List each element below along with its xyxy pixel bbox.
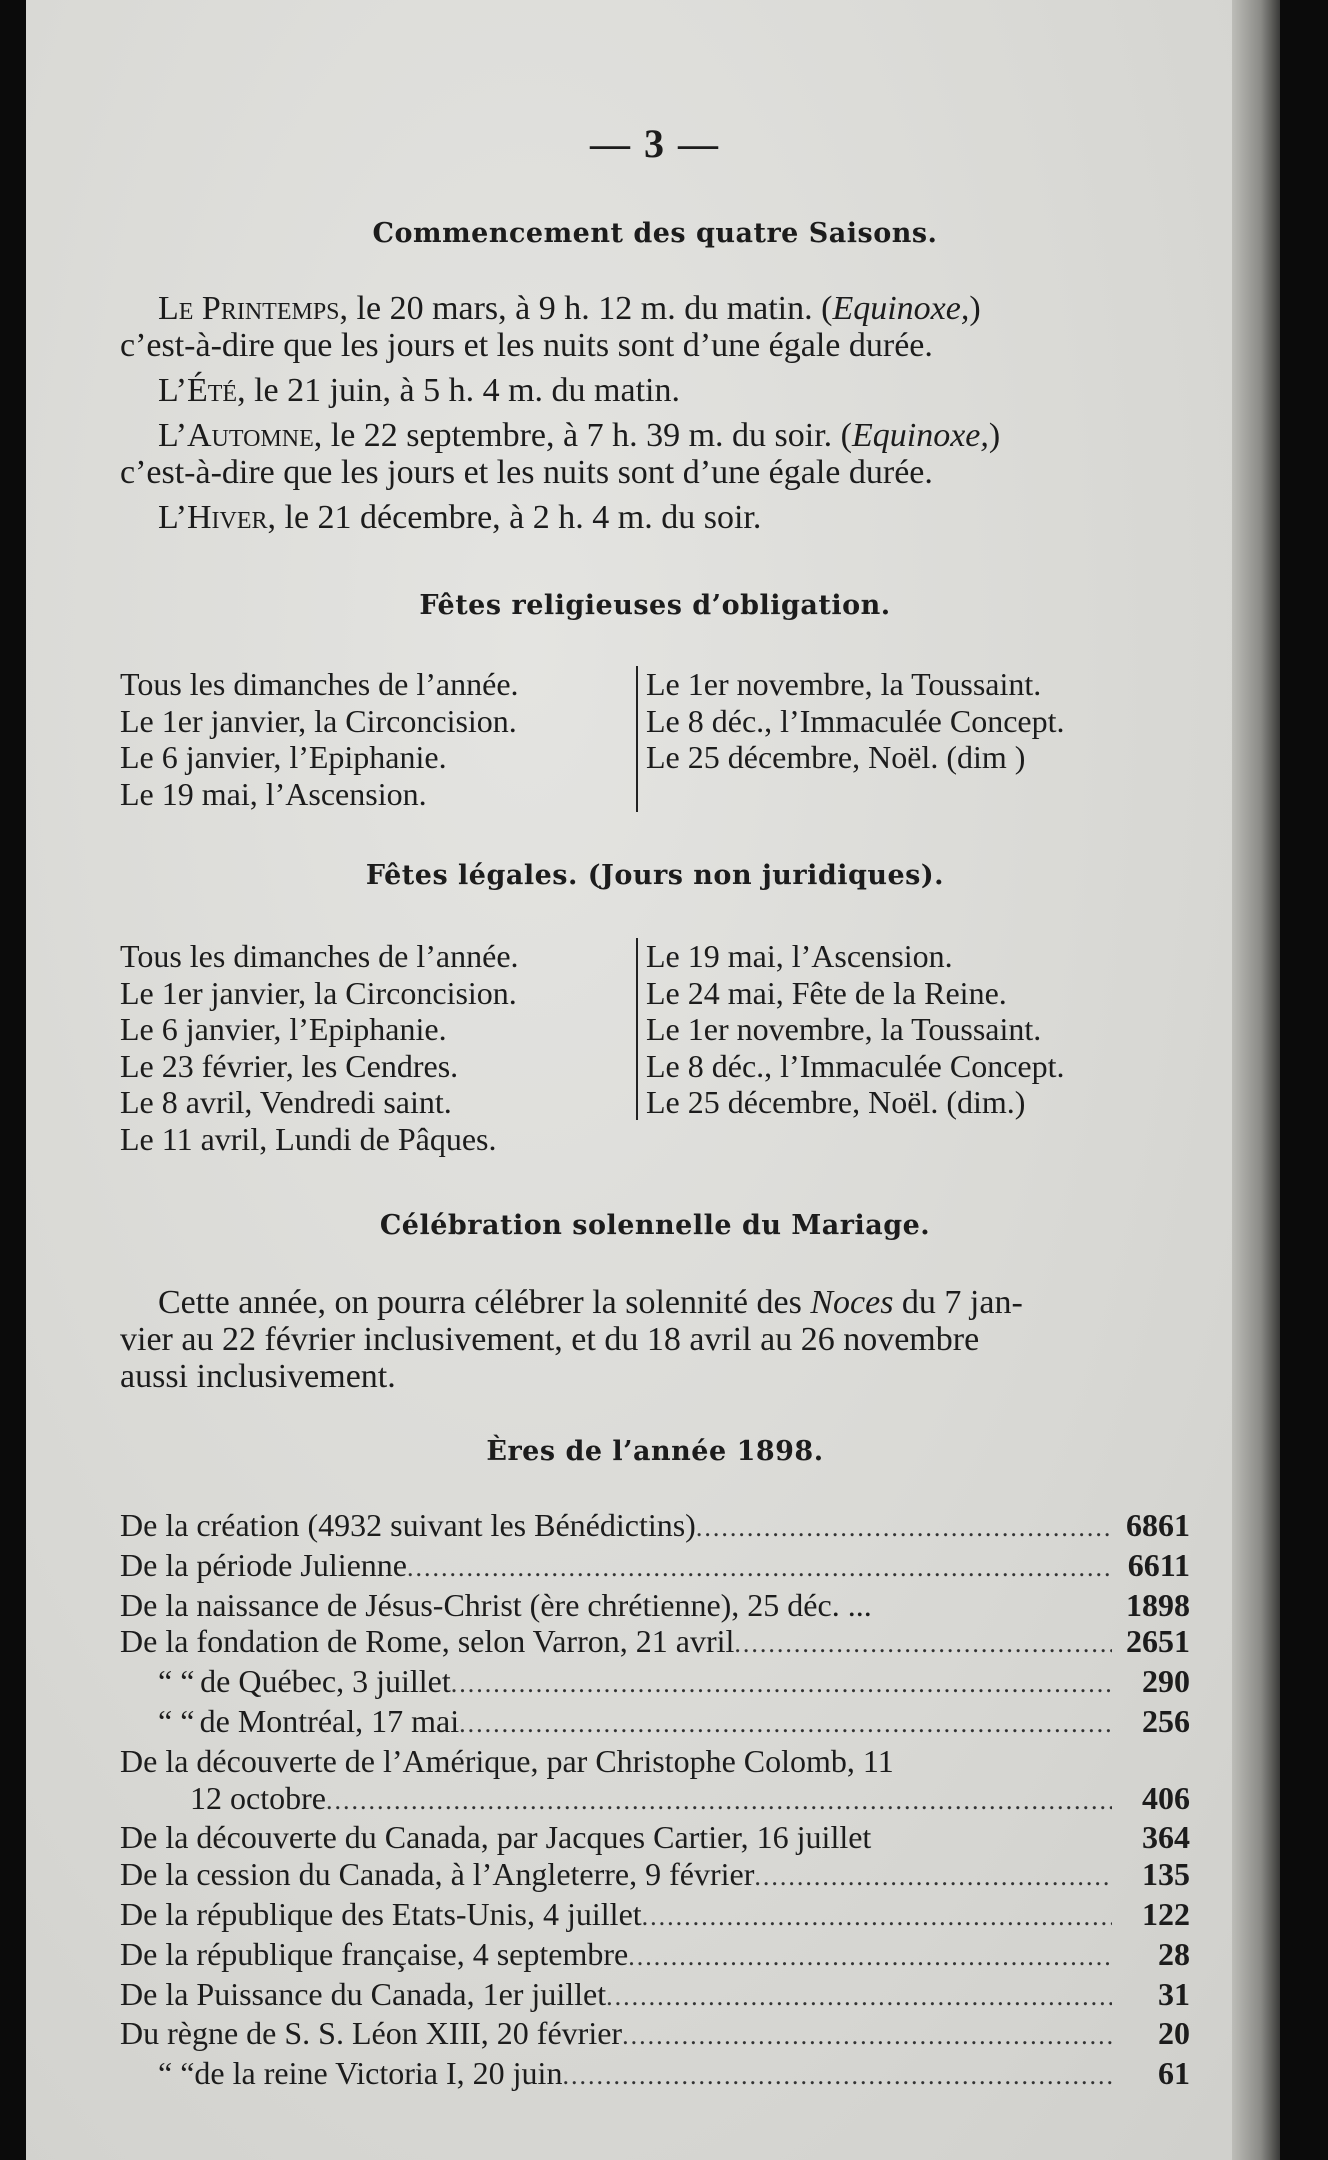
table-row: De la naissance de Jésus-Christ (ère chrétienne), 25 déc. ... 1898	[120, 1586, 1190, 1623]
legal-right-column	[636, 938, 1190, 1120]
summer-entry: L’Été, le 21 juin, à 5 h. 4 m. du matin.	[158, 372, 680, 409]
list-item: Le 1er janvier, la Circoncision.	[120, 974, 517, 1011]
list-item: Le 8 avril, Vendredi saint.	[120, 1084, 452, 1120]
eras-heading: Ères de l’année 1898.	[486, 1436, 824, 1467]
list-item: Tous les dimanches de l’année.	[120, 666, 519, 702]
religious-heading: Fêtes religieuses d’obligation.	[419, 590, 891, 621]
seasons-heading: Commencement des quatre Saisons.	[372, 218, 938, 249]
table-row: De la création (4932 suivant les Bénédictins) ..... 6861	[120, 1507, 1190, 1547]
page-number: — 3 —	[590, 121, 720, 166]
table-row: De la cession du Canada, à l’Angleterre, 9 février ..... 135	[120, 1856, 1190, 1896]
table-row: De la fondation de Rome, selon Varron, 21 avril ..... 2651	[120, 1623, 1190, 1663]
table-row: “ “ de Montréal, 17 mai ..... 256	[120, 1703, 1190, 1743]
table-row: De la république française, 4 septembre ..... 28	[120, 1936, 1190, 1976]
legal-holidays	[120, 938, 1190, 1157]
table-row: “ “ de la reine Victoria I, 20 juin ..... 61	[120, 2055, 1190, 2095]
religious-holidays	[120, 666, 1190, 812]
spring-entry-line2: c’est-à-dire que les jours et les nuits sont d’une égale durée.	[120, 327, 933, 364]
table-row: De la république des Etats-Unis, 4 juillet ..... 122	[120, 1896, 1190, 1936]
marriage-line2: vier au 22 février inclusivement, et du 18 avril au 26 novembre	[120, 1321, 980, 1358]
table-row-continued: 12 octobre ..... 406	[120, 1780, 1190, 1820]
list-item: Le 11 avril, Lundi de Pâques.	[120, 1120, 497, 1157]
table-row: De la découverte de l’Amérique, par Christophe Colomb, 11	[120, 1742, 894, 1779]
list-item: Le 1er novembre, la Toussaint.	[646, 1011, 1042, 1047]
marriage-line3: aussi inclusivement.	[120, 1358, 396, 1395]
table-row: De la période Julienne ..... 6611	[120, 1547, 1190, 1587]
legal-heading: Fêtes légales. (Jours non juridiques).	[365, 860, 945, 891]
table-row: De la découverte du Canada, par Jacques Cartier, 16 juillet 364	[120, 1819, 1190, 1856]
religious-right-column	[636, 666, 1190, 812]
winter-entry: L’Hiver, le 21 décembre, à 2 h. 4 m. du soir.	[158, 499, 762, 536]
list-item: Le 1er janvier, la Circoncision.	[120, 702, 517, 739]
table-row: De la Puissance du Canada, 1er juillet ..... 31	[120, 1976, 1190, 2016]
list-item: Le 25 décembre, Noël. (dim.)	[646, 1084, 1026, 1120]
marriage-line1: Cette année, on pourra célébrer la solennité des Noces du 7 jan-	[158, 1284, 1023, 1321]
religious-left-column	[120, 666, 636, 812]
list-item: Tous les dimanches de l’année.	[120, 938, 519, 974]
list-item: Le 19 mai, l’Ascension.	[646, 938, 953, 974]
spring-entry: Le Printemps, le 20 mars, à 9 h. 12 m. du matin. (Equinoxe,)	[158, 290, 981, 327]
ditto-mark: “ “	[158, 1702, 195, 1739]
autumn-entry-line2: c’est-à-dire que les jours et les nuits sont d’une égale durée.	[120, 454, 933, 491]
book-spine-edge	[1232, 0, 1280, 2160]
list-item: Le 23 février, les Cendres.	[120, 1047, 459, 1084]
table-row: Du règne de S. S. Léon XIII, 20 février ..... 20	[120, 2015, 1190, 2055]
almanac-page	[26, 0, 1280, 2160]
autumn-entry: L’Automne, le 22 septembre, à 7 h. 39 m. du soir. (Equinoxe,)	[158, 417, 1001, 454]
list-item: Le 6 janvier, l’Epiphanie.	[120, 739, 447, 775]
list-item: Le 1er novembre, la Toussaint.	[646, 666, 1042, 702]
seasons-section	[120, 290, 1190, 536]
list-item: Le 19 mai, l’Ascension.	[120, 775, 427, 812]
list-item: Le 24 mai, Fête de la Reine.	[646, 974, 1007, 1011]
legal-left-column	[120, 938, 636, 1157]
list-item: Le 25 décembre, Noël. (dim )	[646, 739, 1026, 775]
ditto-mark: “ “	[158, 1663, 195, 1700]
list-item: Le 8 déc., l’Immaculée Concept.	[646, 702, 1065, 739]
eras-table	[120, 1507, 1190, 2095]
ditto-mark: “ “	[158, 2055, 195, 2092]
list-item: Le 8 déc., l’Immaculée Concept.	[646, 1047, 1065, 1084]
list-item: Le 6 janvier, l’Epiphanie.	[120, 1011, 447, 1047]
marriage-paragraph	[120, 1284, 1190, 1395]
table-row: “ “ de Québec, 3 juillet ..... 290	[120, 1663, 1190, 1703]
marriage-heading: Célébration solennelle du Mariage.	[379, 1210, 931, 1241]
